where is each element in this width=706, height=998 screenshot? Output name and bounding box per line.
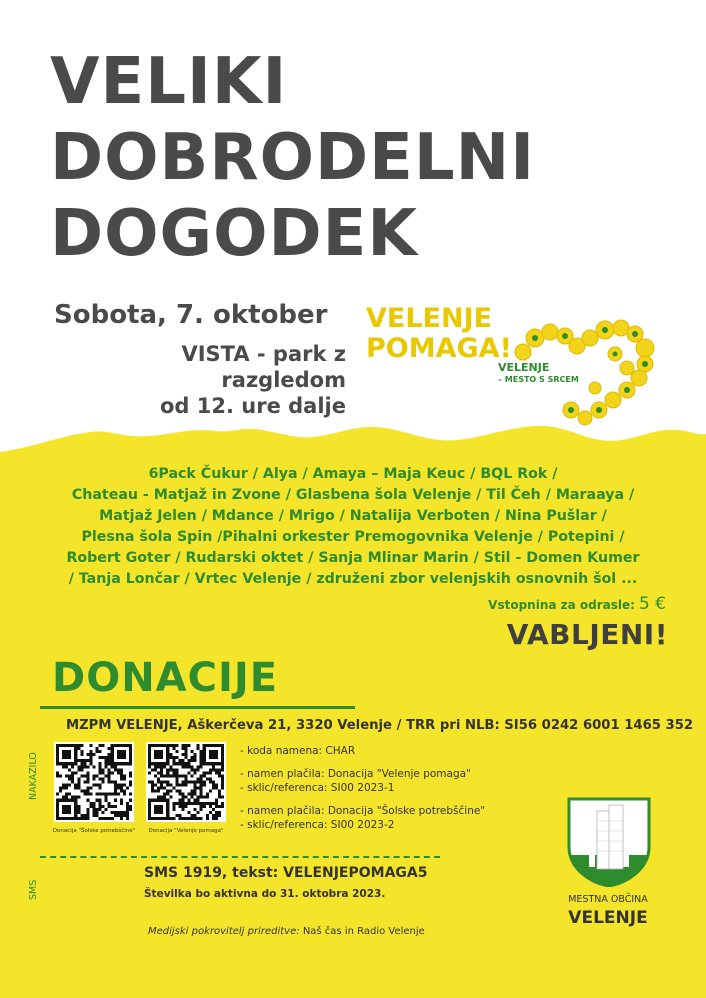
entry-fee (488, 594, 666, 614)
title-line-3: DOGODEK (50, 197, 418, 271)
logo-line-2: POMAGA! (366, 333, 512, 364)
performers-list (20, 464, 686, 590)
media-sponsor (148, 926, 425, 937)
sms-label: SMS (28, 879, 39, 900)
detail-line: - namen plačila: Donacija "Šolske potrebščine" (240, 805, 486, 817)
donations-title: DONACIJE (52, 655, 279, 701)
media-sponsor-label: Medijski pokrovitelj prireditve: (148, 926, 300, 937)
performers-line: Plesna šola Spin /Pihalni orkester Premogovnika Velenje / Potepini / (81, 529, 625, 545)
detail-line: - koda namena: CHAR (240, 745, 356, 757)
place-line-2: od 12. ure dalje (160, 394, 346, 418)
nakazilo-label: NAKAZILO (28, 752, 39, 800)
municipality-name-line-1: MESTNA OBČINA (568, 894, 648, 905)
bank-details: MZPM VELENJE, Aškerčeva 21, 3320 Velenje / TRR pri NLB: SI56 0242 6001 1465 352 (66, 718, 694, 733)
heart-slogan-line-2: – MESTO S SRCEM (498, 375, 579, 384)
entry-fee-price: 5 € (638, 594, 666, 614)
heart-slogan (498, 362, 579, 386)
sms-instructions: SMS 1919, tekst: VELENJEPOMAGA5 (144, 865, 428, 881)
qr-caption-velenje-pomaga: Donacija "Velenje pomaga" (148, 828, 224, 834)
qr-code-velenje-pomaga (146, 742, 226, 822)
event-place (54, 341, 346, 419)
welcome-text: VABLJENI! (506, 618, 668, 651)
title-line-1: VELIKI (50, 45, 288, 119)
municipality-crest-icon (565, 797, 653, 887)
performers-line: 6Pack Čukur / Alya / Amaya – Maja Keuc / BQL Rok / (148, 466, 558, 482)
logo-line-1: VELENJE (366, 303, 493, 334)
divider (40, 706, 355, 709)
dashed-divider (40, 856, 440, 858)
detail-line: - sklic/referenca: SI00 2023-2 (240, 819, 395, 831)
detail-line: - namen plačila: Donacija "Velenje pomaga" (240, 768, 471, 780)
performers-line: Robert Goter / Rudarski oktet / Sanja Mlinar Marin / Stil - Domen Kumer (66, 550, 640, 566)
event-date: Sobota, 7. oktober (54, 300, 328, 330)
performers-line: / Tanja Lončar / Vrtec Velenje / združeni zbor velenjskih osnovnih šol ... (68, 571, 638, 587)
sms-note: Številka bo aktivna do 31. oktobra 2023. (144, 888, 386, 900)
place-line-1: VISTA - park z razgledom (181, 342, 346, 392)
heart-slogan-line-1: VELENJE (498, 361, 550, 374)
performers-line: Matjaž Jelen / Mdance / Mrigo / Natalija Verboten / Nina Pušlar / (99, 508, 607, 524)
velenje-pomaga-logo (366, 304, 512, 364)
payment-details (240, 744, 485, 832)
event-title (50, 44, 535, 272)
qr-caption-school: Donacija "Šolske potrebščine" (52, 828, 136, 834)
title-line-2: DOBRODELNI (50, 121, 535, 195)
media-sponsor-value: Naš čas in Radio Velenje (302, 926, 425, 937)
detail-line: - sklic/referenca: SI00 2023-1 (240, 782, 395, 794)
entry-fee-label: Vstopnina za odrasle: (488, 598, 635, 612)
municipality-name-line-2: VELENJE (568, 908, 648, 928)
qr-code-school (54, 742, 134, 822)
performers-line: Chateau - Matjaž in Zvone / Glasbena šola Velenje / Til Čeh / Maraaya / (71, 487, 635, 503)
